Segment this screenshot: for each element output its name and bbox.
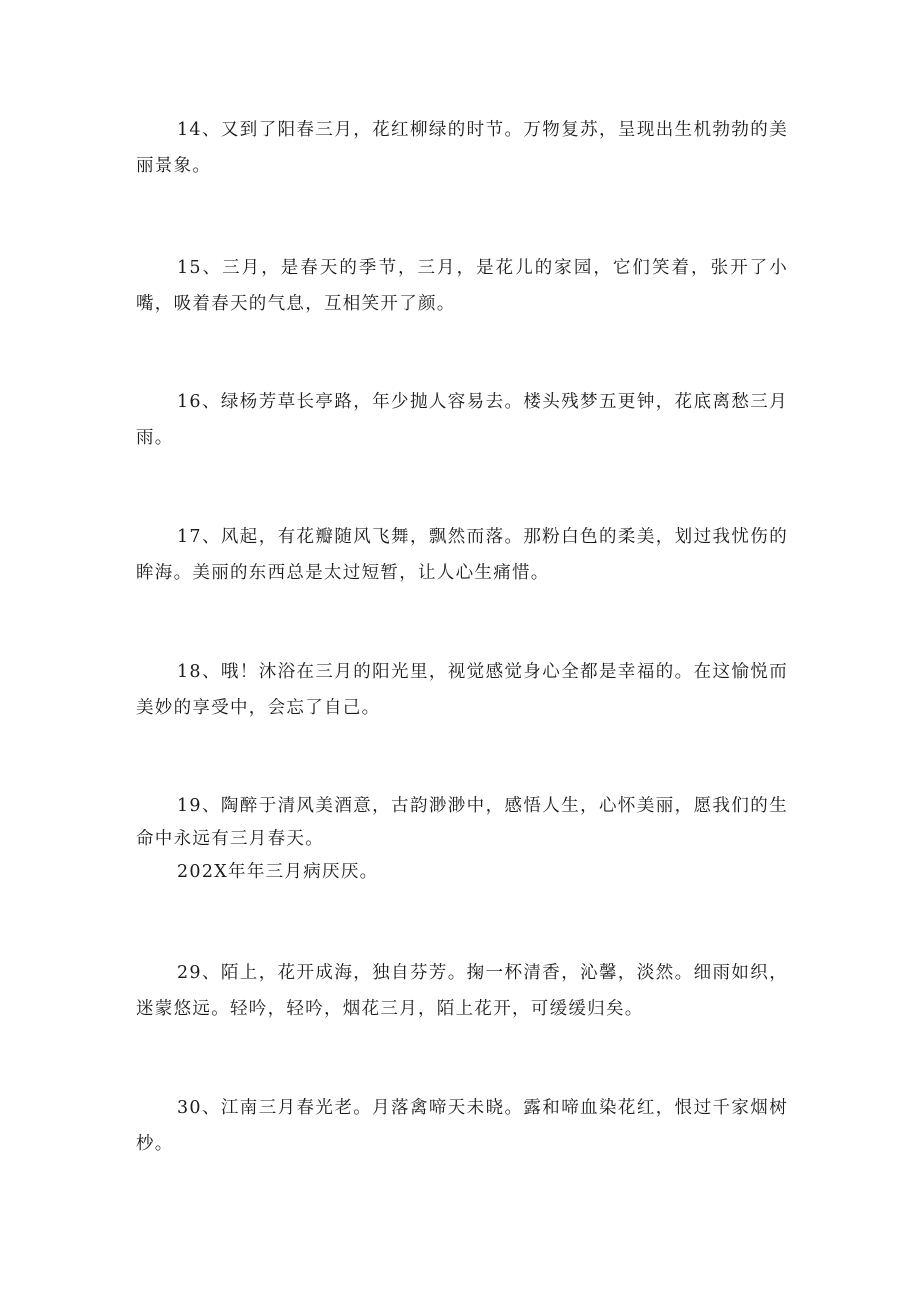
paragraph-16: 16、绿杨芳草长亭路，年少抛人容易去。楼头残梦五更钟，花底离愁三月雨。 [136, 392, 788, 448]
paragraph-19-block [136, 790, 788, 889]
paragraph-19: 19、陶醉于清风美酒意，古韵渺渺中，感悟人生，心怀美丽，愿我们的生命中永远有三月春天。 [136, 796, 788, 849]
paragraph-18: 18、哦！沐浴在三月的阳光里，视觉感觉身心全都是幸福的。在这愉悦而美妙的享受中，会忘了自己。 [136, 662, 788, 718]
paragraph-19-extra-line: 202X年年三月病厌厌。 [177, 862, 379, 882]
paragraph-15: 15、三月，是春天的季节，三月，是花儿的家园，它们笑着，张开了小嘴，吸着春天的气息，互相笑开了颜。 [136, 258, 788, 314]
paragraph-29: 29、陌上，花开成海，独自芬芳。掬一杯清香，沁馨，淡然。细雨如织，迷蒙悠远。轻吟，轻吟，烟花三月，陌上花开，可缓缓归矣。 [136, 963, 788, 1019]
paragraph-30: 30、江南三月春光老。月落禽啼天未晓。露和啼血染花红，恨过千家烟树杪。 [136, 1098, 788, 1154]
paragraph-14: 14、又到了阳春三月，花红柳绿的时节。万物复苏，呈现出生机勃勃的美丽景象。 [136, 120, 788, 176]
paragraph-17: 17、风起，有花瓣随风飞舞，飘然而落。那粉白色的柔美，划过我忧伤的眸海。美丽的东西总是太过短暂，让人心生痛惜。 [136, 527, 788, 583]
